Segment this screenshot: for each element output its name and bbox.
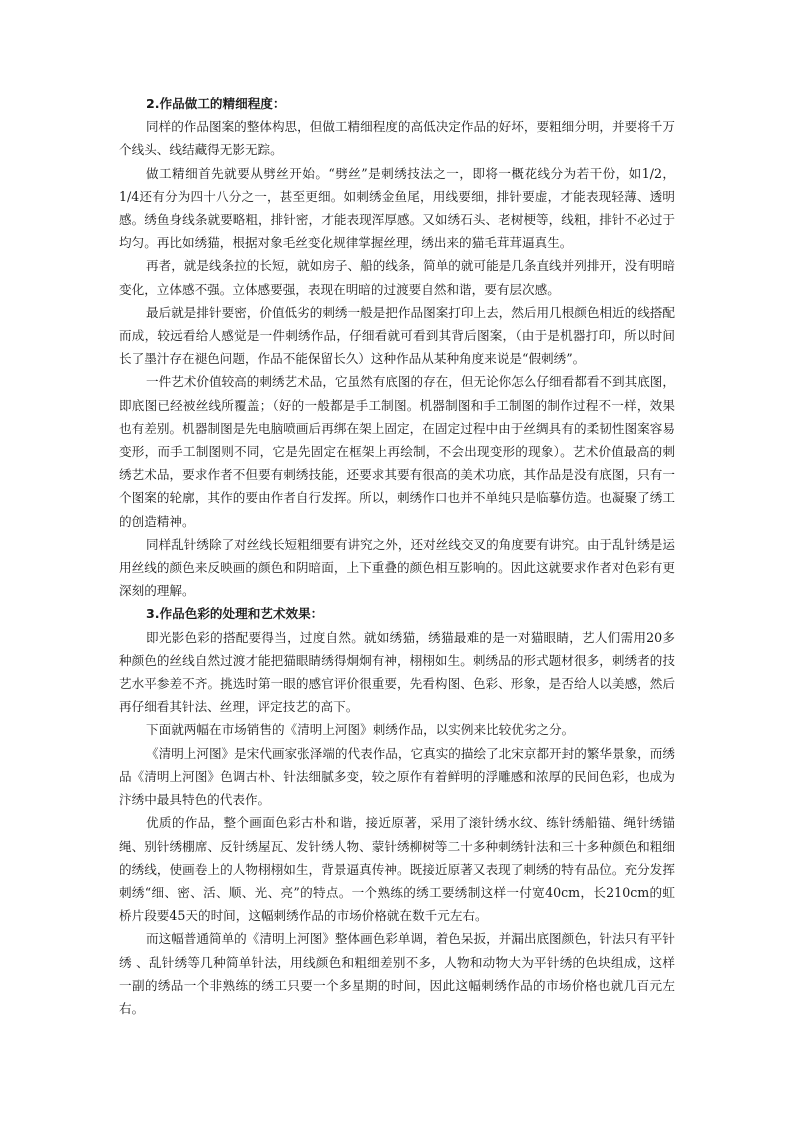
section-heading-color: 3.作品色彩的处理和艺术效果： bbox=[146, 606, 324, 622]
paragraph: 优质的作品，整个画面色彩古朴和谐，接近原著，采用了滚针绣水纹、练针绣船锚、绳针绣锚绳、别针绣棚席、反针绣屋瓦、发针绣人物、蒙针绣柳树等二十多种刺绣针法和三十多种颜色和粗细的绣线，使画卷上的人物栩栩如生，背景逼真传神。既接近原著又表现了刺绣的特有品位。充分发挥刺绣“细、密、活、顺、光、亮”的特点。一个熟练的绣工要绣制这样一付宽40cm，长210cm的虹桥片段要45天的时间，这幅刺绣作品的市场价格就在数千元左右。 bbox=[119, 815, 675, 924]
section-heading-craftsmanship: 2.作品做工的精细程度： bbox=[146, 96, 286, 111]
paragraph: 一件艺术价值较高的刺绣艺术品，它虽然有底图的存在，但无论你怎么仔细看都看不到其底图，即底图已经被丝线所覆盖；（好的一般都是手工制图。机器制图和手工制图的制作过程不一样，效果也有差别。机器制图是先电脑喷画后再绑在架上固定，在固定过程中由于丝绸具有的柔韧性图案容易变形，而手工制图则不同，它是先固定在框架上再绘制，不会出现变形的现象）。艺术价值最高的刺绣艺术品，要求作者不但要有刺绣技能，还要求其要有很高的美术功底，其作品是没有底图，只有一个图案的轮廓，其作的要由作者自行发挥。所以，刺绣作口也并不单纯只是临摹仿造。也凝聚了绣工的创造精神。 bbox=[119, 374, 675, 529]
paragraph: 最后就是排针要密，价值低劣的刺绣一般是把作品图案打印上去，然后用几根颜色相近的线搭配而成，较远看给人感觉是一件刺绣作品，仔细看就可看到其背后图案，（由于是机器打印，所以时间长了墨汁存在褪色问题，作品不能保留长久）这种作品从某种角度来说是“假刺绣”。 bbox=[119, 304, 675, 367]
paragraph: 同样乱针绣除了对丝线长短粗细要有讲究之外，还对丝线交叉的角度要有讲究。由于乱针绣是运用丝线的颜色来反映画的颜色和阴暗面，上下重叠的颜色相互影响的。因此这就要求作者对色彩有更深刻的理解。 bbox=[119, 536, 675, 599]
paragraph: 而这幅普通简单的《清明上河图》整体画色彩单调，着色呆扳，并漏出底图颜色，针法只有平针绣 、乱针绣等几种简单针法，用线颜色和粗细差别不多，人物和动物大为平针绣的色块组成，这样一副的绣品一个非熟练的绣工只要一个多星期的时间，因此这幅刺绣作品的市场价格也就几百元左右。 bbox=[119, 931, 675, 1016]
paragraph: 同样的作品图案的整体构思，但做工精细程度的高低决定作品的好坏，要粗细分明，并要将千万个线头、线结藏得无影无踪。 bbox=[119, 119, 675, 158]
paragraph: 下面就两幅在市场销售的《清明上河图》刺绣作品，以实例来比较优劣之分。 bbox=[146, 722, 575, 738]
paragraph: 再者，就是线条拉的长短，就如房子、船的线条，简单的就可能是几条直线并列排开，没有明暗变化，立体感不强。立体感要强，表现在明暗的过渡要自然和谐，要有层次感。 bbox=[119, 258, 675, 297]
paragraph: 做工精细首先就要从劈丝开始。“劈丝”是刺绣技法之一，即将一概花线分为若干份，如1/2，1/4还有分为四十八分之一，甚至更细。如刺绣金鱼尾，用线要细，排针要虚，才能表现轻薄、透明感。绣鱼身线条就要略粗，排针密，才能表现浑厚感。又如绣石头、老树梗等，线粗，排针不必过于均匀。再比如绣猫，根据对象毛丝变化规律掌握丝理，绣出来的猫毛茸茸逼真生。 bbox=[119, 165, 675, 251]
paragraph: 即光影色彩的搭配要得当，过度自然。就如绣猫，绣猫最难的是一对猫眼睛，艺人们需用20多种颜色的丝线自然过渡才能把猫眼睛绣得炯炯有神，栩栩如生。刺绣品的形式题材很多，刺绣者的技艺水平参差不齐。挑选时第一眼的感官评价很重要，先看构图、色彩、形象，是否给人以美感，然后再仔细看其针法、丝理，评定技艺的高下。 bbox=[119, 629, 675, 715]
paragraph: 《清明上河图》是宋代画家张泽端的代表作品，它真实的描绘了北宋京都开封的繁华景象，而绣品《清明上河图》色调古朴、针法细腻多变，较之原作有着鲜明的浮雕感和浓厚的民间色彩，也成为汴绣中最具特色的代表作。 bbox=[119, 745, 675, 808]
document-page bbox=[119, 92, 675, 1020]
